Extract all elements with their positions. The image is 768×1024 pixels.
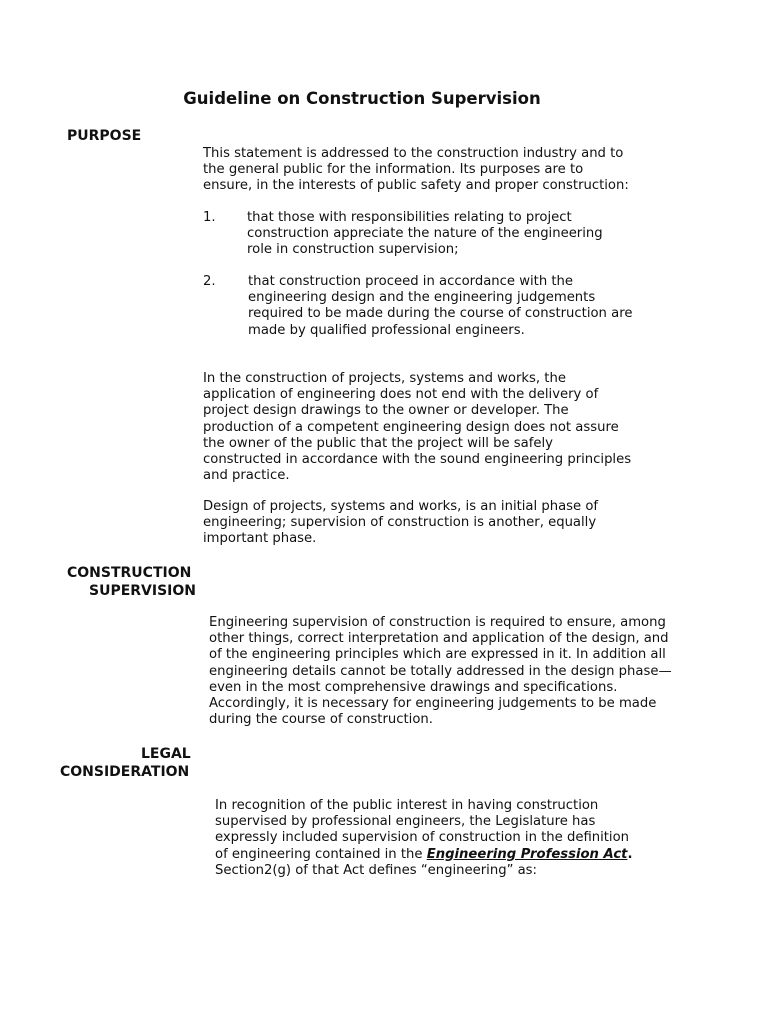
- list-item-number: 1.: [203, 210, 216, 225]
- section-heading-consideration: CONSIDERATION: [60, 764, 190, 780]
- list-item-text: that those with responsibilities relating to project construction appreciate the nature of the engineering role in construction supervision;: [247, 210, 603, 258]
- section-heading-legal: LEGAL: [141, 746, 191, 762]
- list-item-text: that construction proceed in accordance with the engineering design and the engineering judgements required to be made during the course of construction are made by qualified professional engineers.: [248, 274, 633, 338]
- list-item-number: 2.: [203, 274, 216, 289]
- section-heading-construction: CONSTRUCTION: [67, 565, 192, 581]
- purpose-paragraph: Design of projects, systems and works, is an initial phase of engineering; supervision of construction is another, equally important phase.: [203, 499, 599, 547]
- purpose-paragraph: In the construction of projects, systems and works, the application of engineering does not end with the delivery of project design drawings to the owner or developer. The production of a competent engineering design does not assure the owner of the public that the project will be safely constructed in accordance with the sound engineering principles and practice.: [203, 371, 632, 484]
- act-period: .: [627, 846, 633, 862]
- purpose-intro: This statement is addressed to the construction industry and to the general public for the information. Its purposes are to ensure, in the interests of public safety and proper construction:: [203, 146, 629, 194]
- act-name: Engineering Profession Act: [426, 846, 628, 862]
- legal-paragraph: [215, 798, 695, 863]
- section-heading-supervision: SUPERVISION: [89, 583, 197, 599]
- legal-paragraph-lead: In recognition of the public interest in having construction supervised by professional engineers, the Legislature has expressly included supervision of construction in the definition of engineering contained in the: [215, 798, 630, 862]
- legal-paragraph-tail: Section2(g) of that Act defines “engineering” as:: [215, 863, 537, 878]
- section-heading-purpose: PURPOSE: [67, 128, 142, 144]
- construction-supervision-paragraph: Engineering supervision of construction is required to ensure, among other things, correct interpretation and application of the design, and of the engineering principles which are expressed in it. In addition all engineering details cannot be totally addressed in the design phase— even in the most comprehensive drawings and specifications. Accordingly, it is necessary for engineering judgements to be made during the course of construction.: [209, 615, 672, 728]
- page-title: Guideline on Construction Supervision: [183, 89, 541, 108]
